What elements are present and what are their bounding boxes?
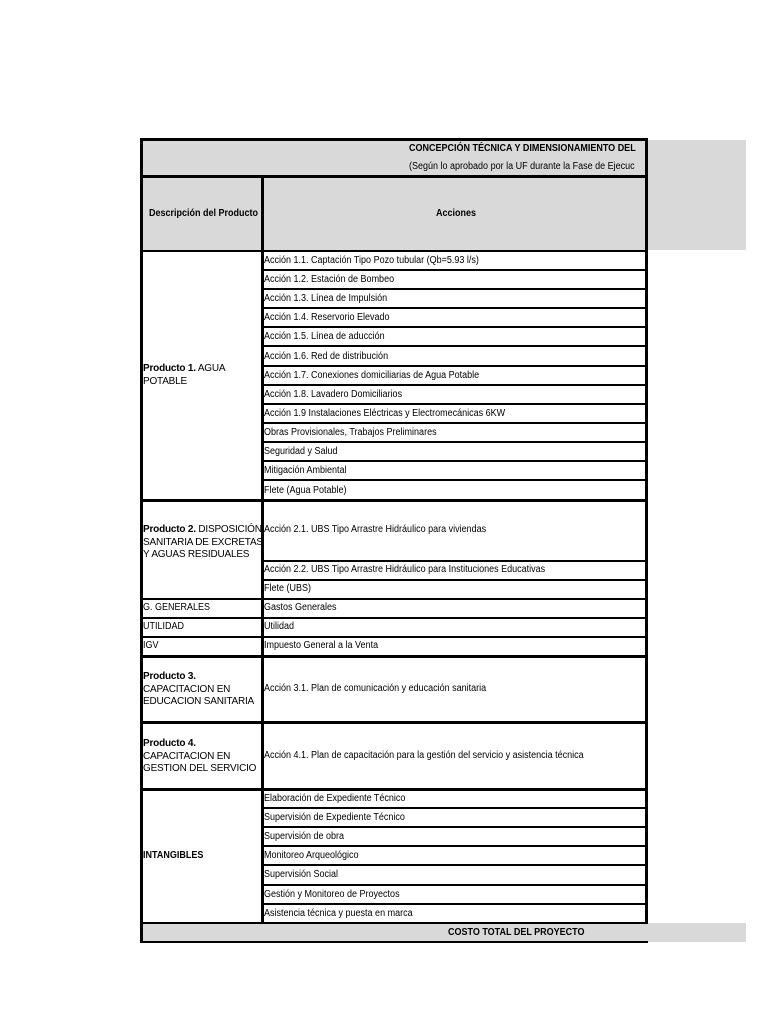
table-bottom-border (140, 941, 648, 943)
row-line (262, 864, 648, 866)
action-row: Acción 1.6. Red de distribución (264, 351, 389, 362)
row-line (262, 884, 648, 886)
row-line (262, 365, 648, 367)
table-subtitle: (Según lo aprobado por la UF durante la Fase de Ejecuc (409, 161, 635, 172)
igv-label: IGV (143, 640, 159, 651)
action-row: Flete (UBS) (264, 583, 312, 594)
action-row: Acción 2.1. UBS Tipo Arrastre Hidráulico para viviendas (264, 524, 487, 535)
action-row: Gestión y Monitoreo de Proyectos (264, 889, 400, 900)
action-row: Acción 1.4. Reservorio Elevado (264, 312, 390, 323)
row-line (262, 307, 648, 309)
action-row: Acción 1.9 Instalaciones Eléctricas y Electromecánicas 6KW (264, 408, 506, 419)
action-row: Impuesto General a la Venta (264, 640, 379, 651)
total-cost-label: COSTO TOTAL DEL PROYECTO (448, 927, 585, 938)
intangibles-label: INTANGIBLES (143, 850, 204, 861)
action-row: Acción 1.3. Línea de Impulsión (264, 293, 388, 304)
action-row: Acción 2.2. UBS Tipo Arrastre Hidráulico para Instituciones Educativas (264, 564, 546, 575)
action-row: Mitigación Ambiental (264, 465, 347, 476)
row-line (262, 807, 648, 809)
row-line (262, 479, 648, 481)
row-line (262, 269, 648, 271)
total-fill (142, 923, 746, 942)
product-3-label: Producto 3. CAPACITACION EN EDUCACION SANITARIA (143, 671, 255, 707)
table-title: CONCEPCIÓN TÉCNICA Y DIMENSIONAMIENTO DEL (409, 143, 636, 154)
action-row: Obras Provisionales, Trabajos Preliminares (264, 427, 437, 438)
action-row: Acción 3.1. Plan de comunicación y educación sanitaria (264, 683, 487, 694)
product-4-label: Producto 4. CAPACITACION EN GESTION DEL SERVICIO (143, 738, 257, 774)
table-right-border (645, 138, 648, 923)
action-row: Seguridad y Salud (264, 446, 338, 457)
action-row: Gastos Generales (264, 602, 337, 613)
action-row: Supervisión de Expediente Técnico (264, 812, 405, 823)
action-row: Acción 1.8. Lavadero Domiciliarios (264, 389, 403, 400)
action-row: Acción 1.2. Estación de Bombeo (264, 274, 395, 285)
product-2-label: Producto 2. DISPOSICIÓN SANITARIA DE EXCRETAS Y AGUAS RESIDUALES (143, 524, 263, 560)
row-line (262, 560, 648, 562)
row-line (262, 460, 648, 462)
row-line (262, 579, 648, 581)
group-line (140, 598, 648, 600)
row-line (262, 903, 648, 905)
actions-column-header: Acciones (436, 208, 477, 219)
row-line (262, 826, 648, 828)
header-bottom-line (140, 250, 648, 252)
group-line (140, 721, 648, 724)
group-line (140, 499, 648, 502)
action-row: Supervisión Social (264, 869, 339, 880)
group-line (140, 655, 648, 658)
row-line (262, 384, 648, 386)
table-top-border (140, 138, 648, 141)
action-row: Acción 1.5. Línea de aducción (264, 331, 385, 342)
action-row: Acción 4.1. Plan de capacitación para la gestión del servicio y asistencia técnica (264, 750, 584, 761)
row-line (262, 403, 648, 405)
product-1-label: Producto 1. AGUA POTABLE (143, 363, 225, 387)
row-line (262, 845, 648, 847)
product-column-header: Descripción del Producto (149, 208, 259, 219)
action-row: Monitoreo Arqueológico (264, 850, 359, 861)
group-line (140, 636, 648, 638)
row-line (262, 288, 648, 290)
action-row: Utilidad (264, 621, 295, 632)
group-line (140, 617, 648, 619)
action-row: Acción 1.1. Captación Tipo Pozo tubular (Qb=5.93 l/s) (264, 255, 479, 266)
action-row: Asistencia técnica y puesta en marca (264, 908, 413, 919)
title-fill (142, 140, 746, 250)
row-line (262, 441, 648, 443)
utility-label: UTILIDAD (143, 621, 185, 632)
row-line (262, 345, 648, 347)
group-line (140, 788, 648, 791)
general-costs-label: G. GENERALES (143, 602, 211, 613)
title-bottom-line (140, 175, 648, 178)
action-row: Elaboración de Expediente Técnico (264, 793, 406, 804)
action-row: Acción 1.7. Conexiones domiciliarias de Agua Potable (264, 370, 480, 381)
group-line (140, 922, 648, 924)
action-row: Supervisión de obra (264, 831, 345, 842)
action-row: Flete (Agua Potable) (264, 485, 347, 496)
row-line (262, 326, 648, 328)
row-line (262, 422, 648, 424)
